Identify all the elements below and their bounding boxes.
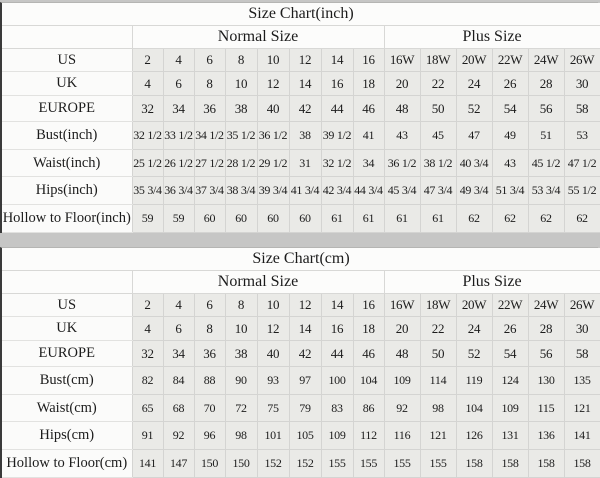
table-cell: 136 — [528, 422, 564, 450]
table-row — [2, 294, 600, 317]
table-cell: 158 — [564, 450, 600, 478]
table-cell: 43 — [384, 122, 420, 150]
table-cell: 38 3/4 — [225, 177, 257, 205]
table-cell: 12 — [289, 294, 321, 317]
table-cell: 2 — [132, 294, 163, 317]
table-cell: 54 — [492, 341, 528, 367]
table-cell: 155 — [321, 450, 353, 478]
table-cell: 28 — [528, 317, 564, 341]
table-title: Size Chart(inch) — [2, 3, 600, 26]
table-cell: 141 — [564, 422, 600, 450]
table-title: Size Chart(cm) — [2, 248, 600, 271]
table-cell: 92 — [163, 422, 194, 450]
table-cell: 26 — [492, 317, 528, 341]
table-title-row — [2, 248, 600, 271]
table-cell: 41 3/4 — [289, 177, 321, 205]
table-cell: 4 — [132, 317, 163, 341]
table-cell: 88 — [194, 367, 225, 395]
table-cell: 109 — [321, 422, 353, 450]
table-cell: 43 — [492, 150, 528, 177]
table-cell: 135 — [564, 367, 600, 395]
table-cell: 4 — [163, 49, 194, 72]
table-cell: 40 — [257, 341, 289, 367]
table-cell: 18W — [420, 294, 456, 317]
table-cell: 10 — [225, 72, 257, 96]
row-label: US — [2, 294, 132, 317]
table-cell: 24W — [528, 49, 564, 72]
table-row — [2, 395, 600, 422]
table-cell: 155 — [384, 450, 420, 478]
table-cell: 46 — [353, 341, 384, 367]
table-row — [2, 49, 600, 72]
table-cell: 44 — [321, 96, 353, 122]
table-cell: 105 — [289, 422, 321, 450]
table-cell: 62 — [564, 205, 600, 233]
row-label: Bust(cm) — [2, 367, 132, 395]
table-cell: 155 — [353, 450, 384, 478]
table-cell: 34 — [163, 96, 194, 122]
table-cell: 47 3/4 — [420, 177, 456, 205]
row-label: EUROPE — [2, 96, 132, 122]
table-cell: 46 — [353, 96, 384, 122]
table-cell: 42 — [289, 341, 321, 367]
table-cell: 50 — [420, 341, 456, 367]
table-cell: 8 — [225, 49, 257, 72]
size-chart-cm-panel — [0, 247, 598, 478]
normal-size-header: Normal Size — [132, 271, 384, 294]
table-row — [2, 177, 600, 205]
table-cell: 18 — [353, 72, 384, 96]
table-cell: 53 — [564, 122, 600, 150]
table-row — [2, 96, 600, 122]
table-cell: 59 — [132, 205, 163, 233]
table-cell: 20W — [456, 49, 492, 72]
table-cell: 36 — [194, 341, 225, 367]
group-blank-cell — [2, 26, 132, 49]
table-cell: 20W — [456, 294, 492, 317]
row-label: UK — [2, 72, 132, 96]
table-cell: 53 3/4 — [528, 177, 564, 205]
table-row — [2, 317, 600, 341]
table-cell: 38 — [225, 341, 257, 367]
table-cell: 26W — [564, 294, 600, 317]
size-chart-cm-table — [2, 248, 600, 478]
table-cell: 10 — [257, 49, 289, 72]
table-cell: 16W — [384, 294, 420, 317]
table-cell: 48 — [384, 341, 420, 367]
table-cell: 24 — [456, 317, 492, 341]
table-cell: 36 — [194, 96, 225, 122]
table-cell: 16 — [353, 294, 384, 317]
table-cell: 61 — [353, 205, 384, 233]
table-cell: 59 — [163, 205, 194, 233]
table-cell: 27 1/2 — [194, 150, 225, 177]
table-cell: 75 — [257, 395, 289, 422]
table-cell: 45 — [420, 122, 456, 150]
table-cell: 36 1/2 — [384, 150, 420, 177]
table-cell: 51 — [528, 122, 564, 150]
table-cell: 60 — [289, 205, 321, 233]
table-cell: 58 — [564, 341, 600, 367]
table-cell: 8 — [194, 72, 225, 96]
row-label: US — [2, 49, 132, 72]
table-cell: 6 — [163, 72, 194, 96]
table-cell: 24W — [528, 294, 564, 317]
table-cell: 93 — [257, 367, 289, 395]
table-cell: 34 — [353, 150, 384, 177]
row-label: Hollow to Floor(cm) — [2, 450, 132, 478]
table-cell: 121 — [420, 422, 456, 450]
table-row — [2, 341, 600, 367]
table-cell: 29 1/2 — [257, 150, 289, 177]
table-cell: 158 — [492, 450, 528, 478]
table-cell: 6 — [194, 294, 225, 317]
table-cell: 62 — [492, 205, 528, 233]
table-cell: 45 1/2 — [528, 150, 564, 177]
table-row — [2, 150, 600, 177]
table-cell: 49 3/4 — [456, 177, 492, 205]
row-label: EUROPE — [2, 341, 132, 367]
table-cell: 36 3/4 — [163, 177, 194, 205]
table-row — [2, 205, 600, 233]
table-cell: 10 — [257, 294, 289, 317]
table-cell: 30 — [564, 72, 600, 96]
table-cell: 14 — [321, 49, 353, 72]
table-cell: 150 — [225, 450, 257, 478]
table-row — [2, 122, 600, 150]
table-cell: 90 — [225, 367, 257, 395]
table-cell: 37 3/4 — [194, 177, 225, 205]
table-cell: 33 1/2 — [163, 122, 194, 150]
table-cell: 155 — [420, 450, 456, 478]
table-cell: 51 3/4 — [492, 177, 528, 205]
table-cell: 18 — [353, 317, 384, 341]
table-cell: 100 — [321, 367, 353, 395]
table-cell: 38 — [225, 96, 257, 122]
table-cell: 109 — [492, 395, 528, 422]
table-cell: 32 1/2 — [132, 122, 163, 150]
table-cell: 47 — [456, 122, 492, 150]
table-cell: 26W — [564, 49, 600, 72]
table-cell: 70 — [194, 395, 225, 422]
table-cell: 116 — [384, 422, 420, 450]
table-cell: 40 — [257, 96, 289, 122]
table-cell: 98 — [225, 422, 257, 450]
table-cell: 115 — [528, 395, 564, 422]
table-cell: 72 — [225, 395, 257, 422]
table-cell: 28 1/2 — [225, 150, 257, 177]
table-cell: 121 — [564, 395, 600, 422]
table-cell: 62 — [528, 205, 564, 233]
table-cell: 55 1/2 — [564, 177, 600, 205]
table-cell: 131 — [492, 422, 528, 450]
table-cell: 24 — [456, 72, 492, 96]
table-cell: 54 — [492, 96, 528, 122]
table-cell: 2 — [132, 49, 163, 72]
table-cell: 152 — [289, 450, 321, 478]
table-cell: 61 — [321, 205, 353, 233]
table-cell: 83 — [321, 395, 353, 422]
size-chart-inch-table — [2, 3, 600, 233]
table-cell: 62 — [456, 205, 492, 233]
row-label: Waist(inch) — [2, 150, 132, 177]
table-cell: 16W — [384, 49, 420, 72]
table-cell: 112 — [353, 422, 384, 450]
table-cell: 52 — [456, 341, 492, 367]
table-cell: 25 1/2 — [132, 150, 163, 177]
table-cell: 48 — [384, 96, 420, 122]
row-label: Bust(inch) — [2, 122, 132, 150]
table-cell: 14 — [321, 294, 353, 317]
table-cell: 32 1/2 — [321, 150, 353, 177]
table-cell: 6 — [194, 49, 225, 72]
table-cell: 39 3/4 — [257, 177, 289, 205]
table-cell: 35 3/4 — [132, 177, 163, 205]
table-cell: 42 — [289, 96, 321, 122]
table-cell: 60 — [194, 205, 225, 233]
table-cell: 104 — [353, 367, 384, 395]
table-cell: 39 1/2 — [321, 122, 353, 150]
table-cell: 60 — [257, 205, 289, 233]
table-cell: 12 — [257, 317, 289, 341]
table-cell: 40 3/4 — [456, 150, 492, 177]
table-cell: 38 1/2 — [420, 150, 456, 177]
table-cell: 44 — [321, 341, 353, 367]
normal-size-header: Normal Size — [132, 26, 384, 49]
table-cell: 61 — [384, 205, 420, 233]
table-row — [2, 72, 600, 96]
table-cell: 104 — [456, 395, 492, 422]
table-cell: 56 — [528, 341, 564, 367]
table-cell: 124 — [492, 367, 528, 395]
table-cell: 79 — [289, 395, 321, 422]
table-cell: 52 — [456, 96, 492, 122]
row-label: Hips(cm) — [2, 422, 132, 450]
table-cell: 56 — [528, 96, 564, 122]
table-cell: 10 — [225, 317, 257, 341]
table-cell: 4 — [163, 294, 194, 317]
table-cell: 22 — [420, 72, 456, 96]
table-cell: 12 — [289, 49, 321, 72]
table-cell: 126 — [456, 422, 492, 450]
table-cell: 26 1/2 — [163, 150, 194, 177]
table-cell: 30 — [564, 317, 600, 341]
table-cell: 130 — [528, 367, 564, 395]
table-cell: 44 3/4 — [353, 177, 384, 205]
table-cell: 58 — [564, 96, 600, 122]
table-cell: 6 — [163, 317, 194, 341]
table-cell: 84 — [163, 367, 194, 395]
table-cell: 109 — [384, 367, 420, 395]
table-row — [2, 367, 600, 395]
table-cell: 92 — [384, 395, 420, 422]
table-cell: 150 — [194, 450, 225, 478]
table-cell: 34 1/2 — [194, 122, 225, 150]
table-cell: 22W — [492, 49, 528, 72]
table-cell: 91 — [132, 422, 163, 450]
table-cell: 98 — [420, 395, 456, 422]
row-label: Hollow to Floor(inch) — [2, 205, 132, 233]
table-cell: 49 — [492, 122, 528, 150]
table-row — [2, 422, 600, 450]
column-group-row — [2, 26, 600, 49]
table-cell: 14 — [289, 317, 321, 341]
row-label: Hips(inch) — [2, 177, 132, 205]
table-cell: 20 — [384, 72, 420, 96]
table-cell: 152 — [257, 450, 289, 478]
table-cell: 97 — [289, 367, 321, 395]
table-cell: 86 — [353, 395, 384, 422]
table-cell: 8 — [225, 294, 257, 317]
table-cell: 26 — [492, 72, 528, 96]
table-cell: 36 1/2 — [257, 122, 289, 150]
table-cell: 31 — [289, 150, 321, 177]
table-cell: 41 — [353, 122, 384, 150]
plus-size-header: Plus Size — [384, 26, 600, 49]
row-label: UK — [2, 317, 132, 341]
table-cell: 60 — [225, 205, 257, 233]
table-cell: 32 — [132, 341, 163, 367]
table-cell: 101 — [257, 422, 289, 450]
table-cell: 16 — [321, 72, 353, 96]
size-chart-inch-panel — [0, 2, 598, 233]
table-cell: 38 — [289, 122, 321, 150]
table-cell: 119 — [456, 367, 492, 395]
table-cell: 18W — [420, 49, 456, 72]
table-cell: 61 — [420, 205, 456, 233]
table-cell: 22 — [420, 317, 456, 341]
table-cell: 68 — [163, 395, 194, 422]
table-cell: 4 — [132, 72, 163, 96]
table-cell: 16 — [353, 49, 384, 72]
table-cell: 8 — [194, 317, 225, 341]
table-cell: 50 — [420, 96, 456, 122]
table-cell: 20 — [384, 317, 420, 341]
plus-size-header: Plus Size — [384, 271, 600, 294]
table-cell: 114 — [420, 367, 456, 395]
table-cell: 34 — [163, 341, 194, 367]
table-cell: 14 — [289, 72, 321, 96]
table-cell: 158 — [528, 450, 564, 478]
table-cell: 35 1/2 — [225, 122, 257, 150]
table-cell: 45 3/4 — [384, 177, 420, 205]
table-cell: 65 — [132, 395, 163, 422]
column-group-row — [2, 271, 600, 294]
table-cell: 141 — [132, 450, 163, 478]
table-cell: 42 3/4 — [321, 177, 353, 205]
table-cell: 147 — [163, 450, 194, 478]
table-cell: 96 — [194, 422, 225, 450]
table-cell: 158 — [456, 450, 492, 478]
table-cell: 32 — [132, 96, 163, 122]
table-cell: 22W — [492, 294, 528, 317]
table-cell: 82 — [132, 367, 163, 395]
table-cell: 16 — [321, 317, 353, 341]
table-cell: 28 — [528, 72, 564, 96]
table-cell: 47 1/2 — [564, 150, 600, 177]
row-label: Waist(cm) — [2, 395, 132, 422]
group-blank-cell — [2, 271, 132, 294]
table-cell: 12 — [257, 72, 289, 96]
table-title-row — [2, 3, 600, 26]
